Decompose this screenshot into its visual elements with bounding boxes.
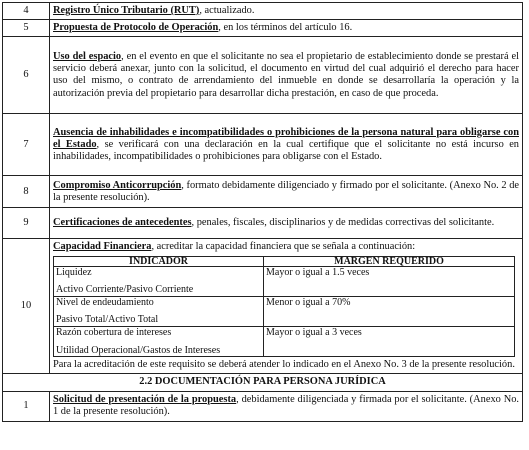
row-number: 5 <box>3 20 50 37</box>
table-row <box>3 239 523 374</box>
requirement-text: , en el evento en que el solicitante no sea el propietario de establecimiento donde se prestará el servicio deberá anexar, junto con la solicitud, el documento en virtud del cual adquirió el derecho para hacer uso del mismo, o contrato de arrendamiento del inmueble en donde se desarrollaría la operación y la autorización previa del propietario para desarrollar dicha prestación, en caso de que proceda. <box>53 51 519 99</box>
row-content <box>50 239 523 374</box>
indicator-cell <box>54 326 264 356</box>
row-number: 4 <box>3 3 50 20</box>
requirement-title: Compromiso Anticorrupción <box>53 179 182 191</box>
row-content <box>50 3 523 20</box>
indicator-formula: Utilidad Operacional/Gastos de Intereses <box>56 344 221 356</box>
margin-column-header: MARGEN REQUERIDO <box>264 256 515 266</box>
requirement-text: , se verificará con una declaración en la cual certifique que el solicitante no está incurso en inhabilidades, incompatibilidades o prohibiciones para obligarse con el Estado. <box>53 138 520 162</box>
requirement-title: Registro Único Tributario (RUT) <box>53 5 200 16</box>
margin-cell: Mayor o igual a 3 veces <box>264 326 515 356</box>
requirement-text: , actualizado. <box>199 5 255 16</box>
indicator-name: Razón cobertura de intereses <box>56 326 172 338</box>
requirement-text: , debidamente diligenciada y firmada por el solicitante. (Anexo No. 1 de la presente resolución). <box>53 393 520 418</box>
table-row <box>3 176 523 208</box>
indicator-name: Nivel de endeudamiento <box>56 296 154 308</box>
row-content <box>50 176 523 208</box>
row-number: 8 <box>3 176 50 208</box>
indicator-formula: Pasivo Total/Activo Total <box>56 314 159 326</box>
table-row <box>3 20 523 37</box>
row-number: 7 <box>3 114 50 176</box>
section-title: 2.2 DOCUMENTACIÓN PARA PERSONA JURÍDICA <box>3 374 523 391</box>
requirement-heading <box>53 241 519 253</box>
requirement-note: Para la acreditación de este requisito se deberá atender lo indicado en el Anexo No. 3 de la presente resolución. <box>53 359 515 371</box>
requirement-text: , penales, fiscales, disciplinarios y de medidas correctivas del solicitante. <box>191 217 495 229</box>
row-number: 1 <box>3 391 50 421</box>
row-content <box>50 391 523 421</box>
table-row <box>54 266 515 296</box>
financial-indicators-table <box>53 256 515 358</box>
table-row <box>54 296 515 326</box>
table-row <box>3 208 523 239</box>
table-row <box>3 37 523 114</box>
section-row <box>3 374 523 391</box>
requirement-title: Certificaciones de antecedentes <box>53 217 192 229</box>
row-content <box>50 208 523 239</box>
table-row <box>3 3 523 20</box>
row-content <box>50 20 523 37</box>
margin-cell: Menor o igual a 70% <box>264 296 515 326</box>
requirement-text: , acreditar la capacidad financiera que se señala a continuación: <box>151 241 416 253</box>
indicator-name: Liquidez <box>56 266 92 278</box>
requirement-title: Capacidad Financiera <box>53 241 152 253</box>
indicator-formula: Activo Corriente/Pasivo Corriente <box>56 284 194 296</box>
requirement-title: Solicitud de presentación de la propuesta <box>53 393 237 405</box>
table-row <box>54 326 515 356</box>
indicator-cell <box>54 266 264 296</box>
indicator-cell <box>54 296 264 326</box>
requirement-text: , en los términos del artículo 16. <box>218 22 353 34</box>
requirement-title: Propuesta de Protocolo de Operación <box>53 22 219 34</box>
row-content <box>50 114 523 176</box>
row-number: 9 <box>3 208 50 239</box>
requirement-title: Uso del espacio <box>53 51 122 62</box>
requirement-title: Ausencia de inhabilidades e incompatibilidades o prohibiciones de la persona natural para obligarse con el Estado <box>53 126 519 150</box>
indicator-column-header: INDICADOR <box>54 256 264 266</box>
table-row <box>3 114 523 176</box>
indicators-header-row <box>54 256 515 266</box>
requirement-text: , formato debidamente diligenciado y firmado por el solicitante. (Anexo No. 2 de la presente resolución). <box>53 179 520 203</box>
row-content <box>50 37 523 114</box>
table-row <box>3 391 523 421</box>
requirements-table <box>2 2 523 422</box>
row-number: 6 <box>3 37 50 114</box>
row-number: 10 <box>3 239 50 374</box>
requirements-document <box>2 2 523 422</box>
margin-cell: Mayor o igual a 1.5 veces <box>264 266 515 296</box>
